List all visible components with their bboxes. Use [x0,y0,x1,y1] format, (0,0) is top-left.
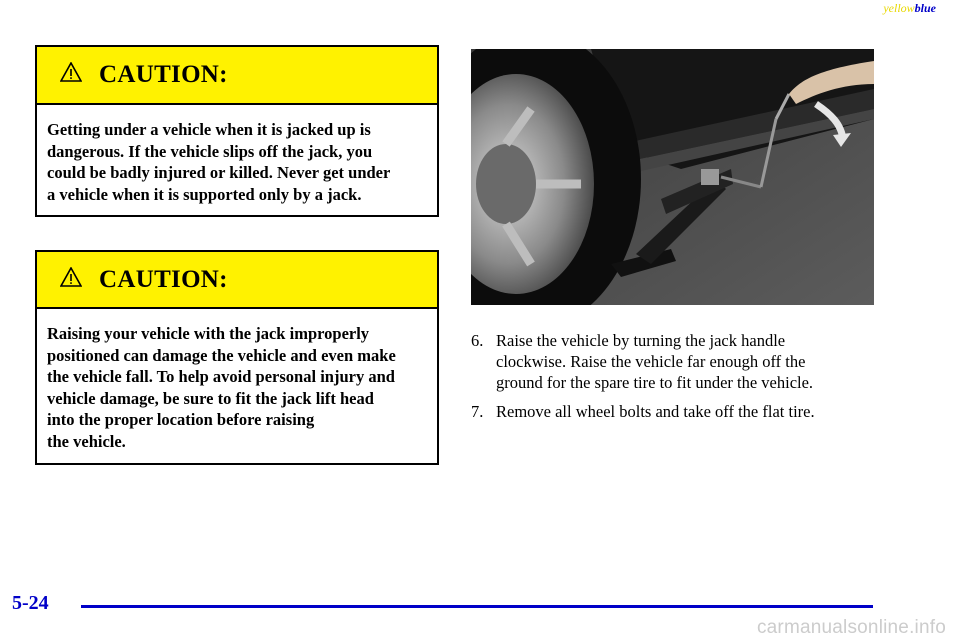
caution-title: CAUTION: [99,266,228,293]
caution-line: dangerous. If the vehicle slips off the jack, you [47,141,373,161]
site-watermark: carmanualsonline.info [756,617,946,638]
page-number: 5-24 [12,592,49,614]
caution-box-jack-safety [35,45,439,217]
step-line: clockwise. Raise the vehicle far enough off the [496,352,806,371]
caution-line: could be badly injured or killed. Never get under [47,163,391,182]
caution-text [37,105,437,219]
caution-line: Raising your vehicle with the jack improperly [47,324,370,343]
caution-text [37,309,437,466]
caution-header-band [37,252,437,309]
warning-triangle-icon [60,267,82,287]
step-number: 7. [471,402,484,421]
warning-triangle-icon [60,62,82,82]
jack-illustration [471,49,874,305]
caution-title: CAUTION: [99,61,228,88]
step-line: Raise the vehicle by turning the jack handle [496,331,786,350]
proof-word-yellow: yellow [883,1,915,15]
jack-photo [471,49,874,305]
step-item [471,401,891,422]
caution-line: positioned can damage the vehicle and even make [47,345,396,365]
caution-line: the vehicle fall. To help avoid personal injury and [47,367,395,386]
caution-line: a vehicle when it is supported only by a jack. [47,184,362,204]
footer-rule [81,605,873,608]
caution-header-band [37,47,437,105]
step-number: 6. [471,331,484,350]
step-item [471,330,891,393]
step-line: ground for the spare tire to fit under the vehicle. [496,373,814,392]
caution-line: vehicle damage, be sure to fit the jack lift head [47,388,374,408]
proof-word-blue: blue [914,1,936,15]
color-proof-tag [883,1,936,16]
caution-line: the vehicle. [47,431,126,451]
step-line: Remove all wheel bolts and take off the flat tire. [496,402,815,421]
caution-line: Getting under a vehicle when it is jacked up is [47,120,371,139]
caution-box-jack-position [35,250,439,465]
instruction-steps [471,330,891,430]
caution-line: into the proper location before raising [47,410,315,429]
